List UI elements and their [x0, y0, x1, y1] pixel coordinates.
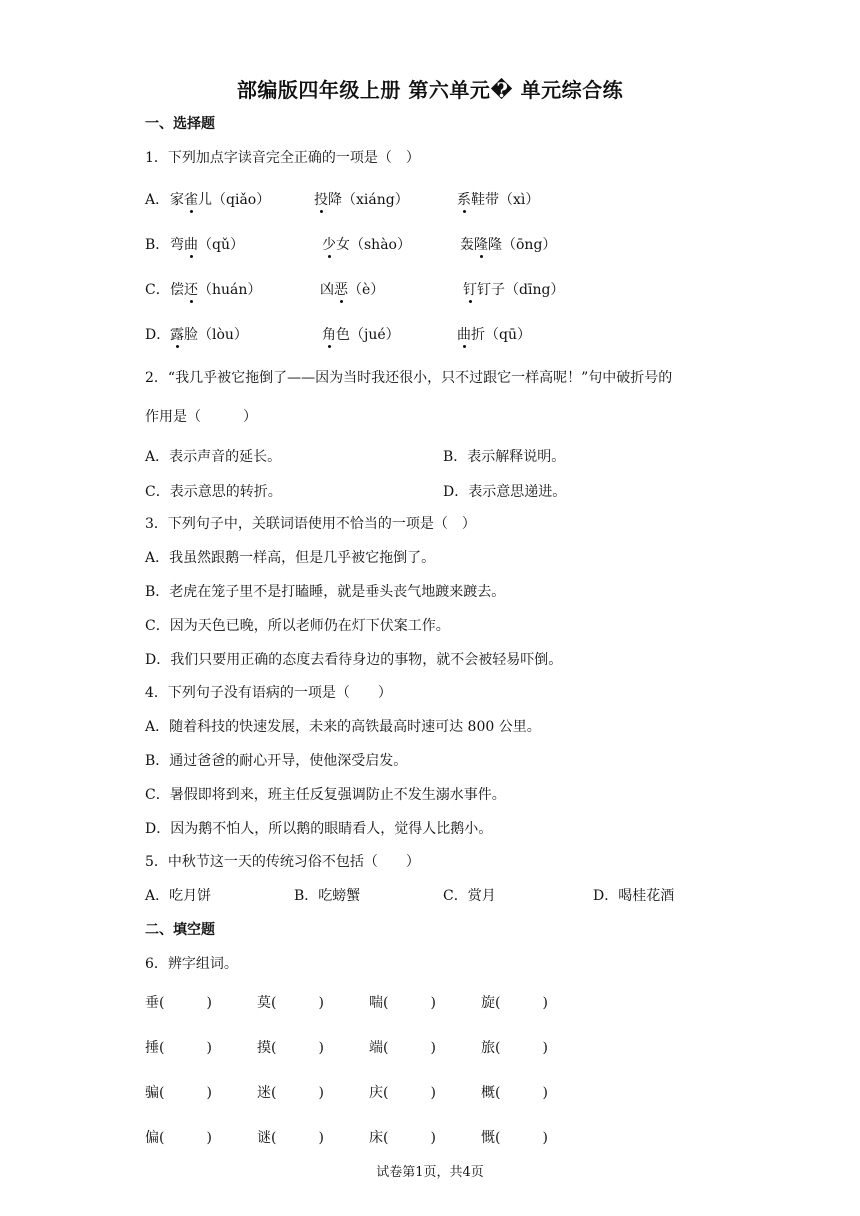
q1-option-c-word2: 凶恶（è）: [320, 282, 385, 298]
q3-option-d: D．我们只要用正确的态度去看待身边的事物，就不会被轻易吓倒。: [145, 652, 563, 668]
q4-option-b: B．通过爸爸的耐心开导，使他深受启发。: [145, 753, 408, 769]
q2-option-c: C．表示意思的转折。: [145, 484, 282, 500]
q6-cell: 慨( ): [481, 1130, 548, 1146]
q1-option-a-word1: 家雀儿（qiǎo）: [170, 192, 271, 208]
q6-cell: 庆( ): [369, 1085, 436, 1101]
q1-option-d-word1: 露脸（lòu）: [170, 327, 248, 343]
section-heading-choice: 一、选择题: [145, 116, 215, 132]
q3-stem: 3．下列句子中，关联词语使用不恰当的一项是（ ）: [145, 516, 476, 532]
q6-cell: 捶( ): [145, 1040, 212, 1056]
q4-option-d: D．因为鹅不怕人，所以鹅的眼睛看人，觉得人比鹅小。: [145, 821, 493, 837]
q1-option-c-word1: 偿还（huán）: [170, 282, 262, 298]
page-title: 部编版四年级上册 第六单元� 单元综合练: [236, 78, 624, 102]
q2-option-b: B．表示解释说明。: [443, 449, 566, 465]
q6-cell: 迷( ): [257, 1085, 324, 1101]
q3-option-c: C．因为天色已晚，所以老师仍在灯下伏案工作。: [145, 618, 450, 634]
q6-cell: 概( ): [481, 1085, 548, 1101]
q5-stem: 5．中秋节这一天的传统习俗不包括（ ）: [145, 854, 420, 870]
q6-cell: 偏( ): [145, 1130, 212, 1146]
q6-cell: 骗( ): [145, 1085, 212, 1101]
q6-cell: 喘( ): [369, 995, 436, 1011]
q4-option-a: A．随着科技的快速发展，未来的高铁最高时速可达 800 公里。: [145, 719, 541, 735]
q1-option-d-word2: 角色（jué）: [322, 327, 400, 343]
q4-option-c: C．暑假即将到来，班主任反复强调防止不发生溺水事件。: [145, 787, 506, 803]
q1-option-a-word2: 投降（xiáng）: [314, 192, 409, 208]
q1-stem: 1．下列加点字读音完全正确的一项是（ ）: [145, 150, 420, 166]
q2-stem-line1: 2．“我几乎被它拖倒了——因为当时我还很小，只不过跟它一样高呢！”句中破折号的: [145, 370, 673, 386]
q5-option-d: D．喝桂花酒: [593, 888, 675, 904]
q1-option-d-word3: 曲折（qū）: [457, 327, 531, 343]
q5-option-c: C．赏月: [443, 888, 496, 904]
q6-cell: 床( ): [369, 1130, 436, 1146]
q3-option-a: A．我虽然跟鹅一样高，但是几乎被它拖倒了。: [145, 550, 436, 566]
q6-cell: 旋( ): [481, 995, 548, 1011]
q6-cell: 垂( ): [145, 995, 212, 1011]
section-heading-fill: 二、填空题: [145, 922, 215, 938]
q1-option-d-label: D．: [145, 327, 171, 343]
q6-cell: 旅( ): [481, 1040, 548, 1056]
q1-option-b-word2: 少女（shào）: [322, 237, 411, 253]
q1-option-a-word3: 系鞋带（xì）: [457, 192, 540, 208]
q1-option-b-word1: 弯曲（qǔ）: [170, 237, 244, 253]
page-footer: 试卷第1页，共4页: [376, 1165, 484, 1180]
q5-option-b: B．吃螃蟹: [294, 888, 361, 904]
q6-cell: 谜( ): [257, 1130, 324, 1146]
q2-option-a: A．表示声音的延长。: [145, 449, 282, 465]
q1-option-c-word3: 钉钉子（dīng）: [463, 282, 565, 298]
q2-option-d: D．表示意思递进。: [443, 484, 567, 500]
q5-option-a: A．吃月饼: [145, 888, 212, 904]
q1-option-b-word3: 轰隆隆（ōng）: [460, 237, 557, 253]
q1-option-a-label: A．: [145, 192, 170, 208]
q6-cell: 端( ): [369, 1040, 436, 1056]
q1-option-b-label: B．: [145, 237, 170, 253]
q6-cell: 莫( ): [257, 995, 324, 1011]
q3-option-b: B．老虎在笼子里不是打瞌睡，就是垂头丧气地踱来踱去。: [145, 584, 506, 600]
q2-stem-line2: 作用是（ ）: [145, 409, 257, 425]
q4-stem: 4．下列句子没有语病的一项是（ ）: [145, 685, 392, 701]
q1-option-c-label: C．: [145, 282, 170, 298]
q6-cell: 摸( ): [257, 1040, 324, 1056]
q6-stem: 6．辨字组词。: [145, 956, 238, 972]
